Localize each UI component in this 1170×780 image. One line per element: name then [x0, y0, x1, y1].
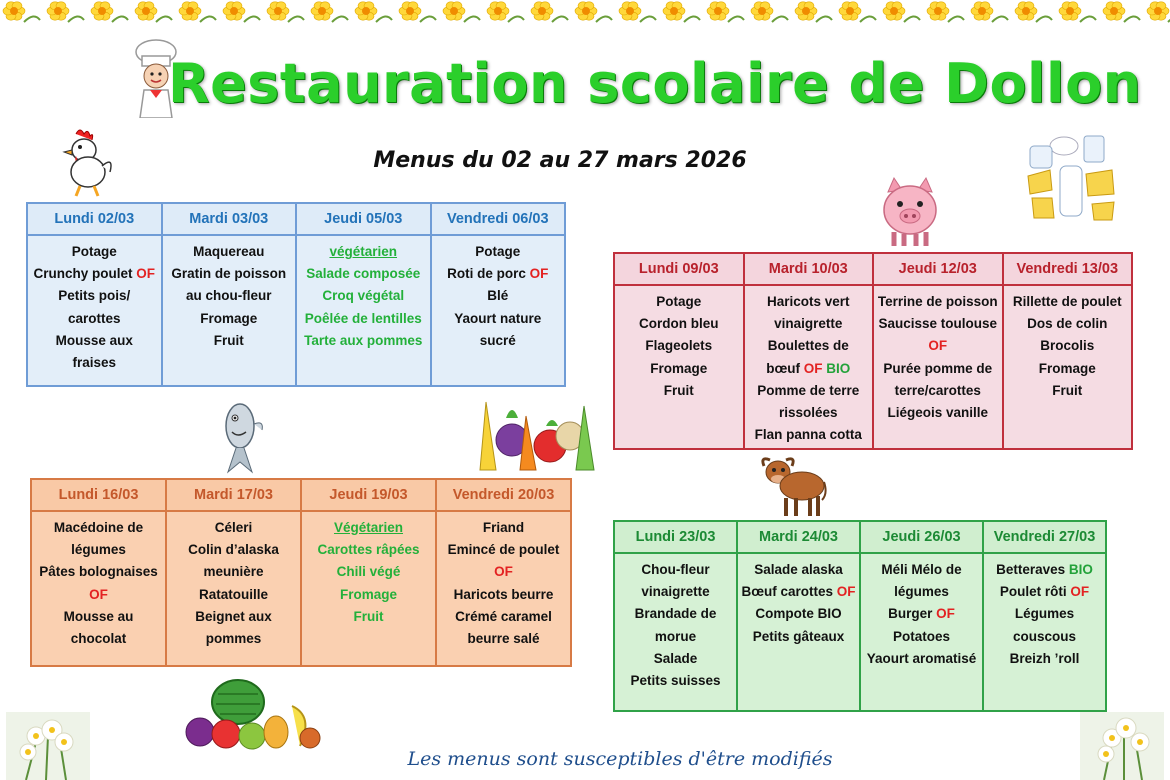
day-heading: Lundi 16/03 — [31, 479, 166, 511]
page-title: Restauration scolaire de Dollon — [168, 52, 1142, 115]
menu-item-text: Tarte aux pommes — [304, 332, 423, 348]
menu-line — [864, 559, 979, 581]
of-tag: OF — [136, 266, 155, 282]
menu-item-text: Potatoes — [892, 628, 950, 644]
menu-line — [618, 559, 733, 581]
menu-item-text: Fruit — [353, 608, 384, 624]
fruits-icon — [182, 676, 322, 752]
menu-item-text: Dos de colin — [1027, 316, 1108, 332]
menu-line — [35, 628, 162, 650]
day-menu-cell — [162, 235, 297, 386]
footer-note: Les menus sont susceptibles d'être modifiés — [407, 748, 833, 770]
daffodil-icon — [575, 2, 612, 22]
table-row — [27, 235, 565, 386]
menu-item-text: Emincé de poulet — [447, 542, 560, 558]
day-heading: Vendredi 13/03 — [1003, 253, 1133, 285]
menu-item-text: pommes — [205, 631, 262, 647]
of-tag: OF — [89, 586, 108, 602]
of-tag: OF — [494, 564, 513, 580]
menu-item-text: Végétarien — [333, 520, 404, 535]
daffodil-icon — [47, 2, 84, 22]
menu-line — [748, 335, 870, 357]
menu-line — [35, 539, 162, 561]
daffodil-icon — [179, 2, 216, 22]
day-menu-cell — [301, 511, 436, 666]
daffodil-icon — [619, 2, 656, 22]
menu-line — [440, 584, 567, 606]
menu-line — [748, 313, 870, 335]
menu-item-text: Poulet rôti — [999, 584, 1071, 600]
menu-item-text: Pâtes bolognaises — [39, 564, 158, 580]
menu-item-text: Roti de porc — [447, 266, 530, 282]
day-menu-cell — [31, 511, 166, 666]
menu-item-text: Chili végé — [336, 564, 401, 580]
menu-item-text: carottes — [67, 310, 121, 326]
day-menu-cell — [436, 511, 571, 666]
menu-line — [864, 648, 979, 670]
menu-item-text: Blé — [487, 288, 509, 304]
menu-item-text: Méli Mélo de — [881, 562, 962, 577]
menu-line — [748, 358, 870, 380]
menu-item-text: rissolées — [778, 405, 838, 421]
menu-line — [987, 603, 1102, 625]
menu-line — [35, 517, 162, 539]
day-menu-cell — [296, 235, 431, 386]
table-header-row — [614, 253, 1132, 285]
day-menu-cell — [431, 235, 566, 386]
day-heading: Jeudi 26/03 — [860, 521, 983, 553]
menu-line — [300, 308, 427, 330]
menu-line — [440, 628, 567, 650]
menu-item-text: Bœuf carottes — [741, 584, 837, 600]
of-tag: OF — [836, 584, 856, 600]
day-heading: Lundi 02/03 — [27, 203, 162, 235]
daffodil-icon — [135, 2, 172, 22]
menu-line — [435, 263, 562, 285]
menu-item-text: beurre salé — [467, 631, 540, 647]
menu-line — [300, 263, 427, 285]
menu-item-text: Potage — [475, 244, 521, 259]
menu-item-text: Fruit — [213, 332, 244, 348]
menu-item-text: Croq végétal — [322, 288, 405, 304]
menu-item-text: Fromage — [339, 586, 397, 602]
table-row — [614, 553, 1106, 711]
menu-line — [305, 517, 432, 539]
menu-line — [618, 581, 733, 603]
menu-line — [305, 584, 432, 606]
menu-item-text: Liégeois vanille — [887, 405, 989, 421]
menu-line — [35, 606, 162, 628]
menu-line — [305, 539, 432, 561]
menu-item-text: Boulettes de — [767, 338, 849, 354]
menu-table-week-2 — [613, 252, 1133, 450]
menu-line — [741, 559, 856, 581]
menu-item-text: Crunchy poulet — [33, 266, 137, 282]
daffodil-icon — [3, 2, 40, 22]
menu-item-text: Yaourt aromatisé — [866, 650, 977, 666]
menu-item-text: Betteraves — [996, 562, 1069, 577]
menu-line — [166, 330, 293, 352]
menu-item-text: Terrine de poisson — [877, 294, 998, 309]
menu-line — [170, 539, 297, 561]
menu-item-text: Purée pomme de — [883, 360, 993, 376]
menu-line — [435, 241, 562, 263]
day-heading: Lundi 09/03 — [614, 253, 744, 285]
daffodil-icon — [1103, 2, 1140, 22]
day-menu-cell — [27, 235, 162, 386]
table-header-row — [27, 203, 565, 235]
menu-line — [1007, 358, 1129, 380]
menu-item-text: Fromage — [1038, 360, 1096, 376]
menu-item-text: Flageolets — [645, 338, 713, 354]
dairy-products-icon — [1026, 132, 1118, 224]
menu-item-text: Beignet aux — [195, 608, 272, 624]
menu-item-text: Mousse aux — [55, 332, 133, 348]
flowers-icon — [1080, 712, 1164, 780]
menu-line — [170, 517, 297, 539]
day-heading: Lundi 23/03 — [614, 521, 737, 553]
menu-line — [1007, 380, 1129, 402]
daffodil-icon — [751, 2, 788, 22]
menu-line — [35, 561, 162, 605]
fish-icon — [216, 400, 266, 474]
day-heading: Mardi 10/03 — [744, 253, 874, 285]
of-tag: OF — [936, 606, 955, 622]
daffodil-icon — [223, 2, 260, 22]
menu-item-text: Cordon bleu — [639, 316, 719, 332]
menu-line — [618, 626, 733, 648]
daffodil-icon — [1015, 2, 1052, 22]
menu-item-text: Salade composée — [306, 266, 421, 282]
day-menu-cell — [1003, 285, 1133, 449]
menu-item-text: Petits gâteaux — [752, 628, 845, 644]
menu-item-text: au chou-fleur — [185, 288, 272, 304]
menu-line — [440, 606, 567, 628]
menu-line — [741, 603, 856, 625]
menu-item-text: légumes — [71, 542, 126, 558]
table-row — [31, 511, 571, 666]
menu-line — [748, 424, 870, 446]
day-menu-cell — [737, 553, 860, 711]
menu-item-text: Maquereau — [193, 244, 265, 259]
daffodil-icon — [707, 2, 744, 22]
daffodil-icon — [267, 2, 304, 22]
menu-line — [435, 285, 562, 307]
daffodil-icon — [443, 2, 480, 22]
menu-table-week-1 — [26, 202, 566, 387]
daffodil-icon — [91, 2, 128, 22]
menu-item-text: Petits suisses — [630, 673, 721, 689]
menu-item-text: Ratatouille — [198, 586, 268, 602]
day-menu-cell — [614, 285, 744, 449]
menu-table-week-4 — [613, 520, 1107, 712]
daffodil-icon — [883, 2, 920, 22]
menu-item-text: Salade alaska — [754, 562, 843, 577]
daffodil-icon — [971, 2, 1008, 22]
day-heading: Vendredi 27/03 — [983, 521, 1106, 553]
menu-item-text: morue — [654, 628, 697, 644]
table-row — [614, 285, 1132, 449]
day-heading: Mardi 17/03 — [166, 479, 301, 511]
menu-line — [1007, 335, 1129, 357]
menu-line — [166, 285, 293, 307]
menu-line — [864, 581, 979, 603]
menu-item-text: Breizh ’roll — [1009, 650, 1080, 666]
menu-line — [31, 330, 158, 352]
menu-line — [987, 626, 1102, 648]
flowers-icon — [6, 712, 90, 780]
menu-item-text: Légumes — [1014, 606, 1075, 622]
menu-line — [300, 285, 427, 307]
menu-item-text: meunière — [203, 564, 264, 580]
menu-line — [618, 313, 740, 335]
menu-item-text: Carottes râpées — [317, 542, 420, 558]
menu-line — [1007, 313, 1129, 335]
of-tag: OF — [1070, 584, 1090, 600]
of-tag: OF — [529, 266, 549, 282]
menu-item-text: Gratin de poisson — [171, 266, 287, 282]
menu-item-text: Petits pois/ — [58, 288, 131, 304]
menu-item-text: couscous — [1012, 628, 1077, 644]
table-header-row — [31, 479, 571, 511]
menu-item-text: vinaigrette — [774, 316, 843, 332]
menu-item-text: légumes — [894, 584, 949, 600]
day-menu-cell — [166, 511, 301, 666]
menu-line — [618, 670, 733, 692]
menu-line — [170, 561, 297, 583]
menu-line — [618, 648, 733, 670]
menu-line — [877, 313, 999, 357]
menu-line — [987, 559, 1102, 581]
menu-item-text: vinaigrette — [641, 584, 710, 600]
daffodil-icon — [311, 2, 348, 22]
menu-item-text: Fromage — [650, 360, 708, 376]
menu-item-text: Yaourt nature sucré — [454, 310, 542, 348]
of-tag: OF — [928, 338, 948, 354]
daffodil-icon — [1147, 2, 1170, 22]
menu-item-text: Friand — [482, 520, 525, 535]
menu-item-text: Fruit — [663, 382, 694, 398]
menu-item-text: Brocolis — [1040, 338, 1095, 354]
menu-item-text: Chou-fleur — [641, 562, 710, 577]
of-tag: OF — [803, 360, 823, 376]
day-menu-cell — [860, 553, 983, 711]
menu-item-text: Compote BIO — [755, 606, 842, 622]
menu-line — [877, 291, 999, 313]
menu-line — [987, 648, 1102, 670]
menu-item-text: Fromage — [200, 310, 258, 326]
menu-line — [305, 606, 432, 628]
menu-line — [877, 402, 999, 424]
menu-item-text: Pomme de terre — [757, 382, 860, 398]
menu-line — [31, 285, 158, 307]
menu-line — [877, 358, 999, 380]
menu-item-text: Potage — [71, 244, 117, 259]
table-header-row — [614, 521, 1106, 553]
menu-item-text: Salade — [653, 650, 698, 666]
menu-line — [31, 241, 158, 263]
menu-line — [748, 402, 870, 424]
day-menu-cell — [983, 553, 1106, 711]
daffodil-icon — [1059, 2, 1096, 22]
menu-item-text: chocolat — [70, 631, 127, 647]
menu-line — [440, 539, 567, 583]
menu-line — [300, 241, 427, 263]
menu-line — [877, 380, 999, 402]
bio-tag: BIO — [1068, 562, 1093, 577]
menu-line — [748, 380, 870, 402]
menu-line — [31, 352, 158, 374]
menu-line — [741, 626, 856, 648]
menu-line — [31, 263, 158, 285]
daffodil-icon — [663, 2, 700, 22]
menu-line — [435, 308, 562, 352]
menu-line — [166, 263, 293, 285]
daffodil-icon — [487, 2, 524, 22]
daffodil-icon — [531, 2, 568, 22]
daffodil-icon — [355, 2, 392, 22]
day-menu-cell — [873, 285, 1003, 449]
menu-line — [864, 603, 979, 625]
bio-tag: BIO — [826, 360, 851, 376]
menu-line — [864, 626, 979, 648]
menu-item-text: Fruit — [1052, 382, 1083, 398]
menu-item-text: bœuf — [766, 360, 804, 376]
rooster-icon — [50, 126, 120, 198]
daffodil-icon — [839, 2, 876, 22]
daffodil-icon — [927, 2, 964, 22]
menu-item-text: Crémé caramel — [455, 608, 552, 624]
menu-line — [170, 628, 297, 650]
daffodil-icon — [795, 2, 832, 22]
menu-item-text: terre/carottes — [894, 382, 981, 398]
day-heading: Jeudi 05/03 — [296, 203, 431, 235]
menu-line — [741, 581, 856, 603]
menu-item-text: Potage — [656, 294, 702, 309]
day-menu-cell — [744, 285, 874, 449]
daffodil-icon — [399, 2, 436, 22]
flower-border-icon — [0, 0, 1170, 26]
vegetables-icon — [466, 396, 600, 472]
day-heading: Jeudi 19/03 — [301, 479, 436, 511]
menu-line — [31, 308, 158, 330]
menu-line — [305, 561, 432, 583]
menu-item-text: Céleri — [214, 520, 253, 535]
menu-line — [987, 581, 1102, 603]
day-heading: Vendredi 20/03 — [436, 479, 571, 511]
menu-table-week-3 — [30, 478, 572, 667]
menu-item-text: Haricots vert — [766, 294, 850, 309]
day-heading: Jeudi 12/03 — [873, 253, 1003, 285]
menu-item-text: Burger — [888, 606, 937, 622]
menu-line — [618, 335, 740, 357]
menu-line — [618, 603, 733, 625]
page-subtitle: Menus du 02 au 27 mars 2026 — [373, 148, 747, 173]
menu-line — [440, 517, 567, 539]
menu-item-text: Saucisse toulouse — [878, 316, 998, 332]
day-heading: Vendredi 06/03 — [431, 203, 566, 235]
menu-item-text: fraises — [72, 355, 117, 371]
day-heading: Mardi 03/03 — [162, 203, 297, 235]
menu-line — [748, 291, 870, 313]
menu-line — [300, 330, 427, 352]
menu-item-text: Flan panna cotta — [754, 427, 862, 443]
menu-item-text: Poêlée de lentilles — [304, 310, 422, 326]
menu-item-text: Brandade de — [634, 606, 717, 622]
menu-line — [170, 584, 297, 606]
menu-item-text: Haricots beurre — [453, 586, 554, 602]
menu-item-text: Macédoine de — [53, 520, 144, 535]
menu-line — [166, 241, 293, 263]
day-heading: Mardi 24/03 — [737, 521, 860, 553]
menu-item-text: Mousse au — [63, 608, 134, 624]
menu-line — [170, 606, 297, 628]
menu-line — [166, 308, 293, 330]
pig-icon — [876, 176, 944, 248]
menu-line — [1007, 291, 1129, 313]
cow-icon — [756, 454, 828, 518]
menu-item-text: végétarien — [329, 244, 398, 259]
menu-line — [618, 380, 740, 402]
day-menu-cell — [614, 553, 737, 711]
menu-item-text: Colin d’alaska — [188, 542, 279, 558]
menu-line — [618, 358, 740, 380]
menu-line — [618, 291, 740, 313]
menu-item-text: Rillette de poulet — [1012, 294, 1122, 309]
